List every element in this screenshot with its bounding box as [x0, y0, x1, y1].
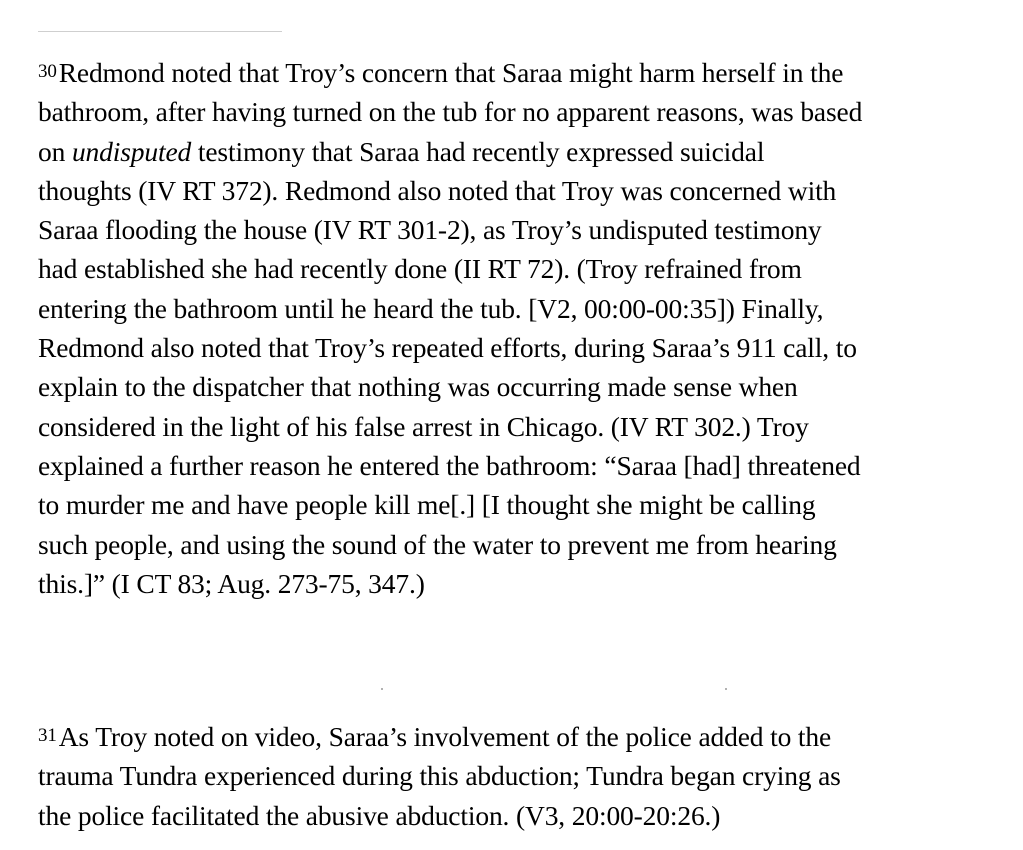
footnote-line	[38, 367, 1013, 406]
footnote-text: explain to the dispatcher that nothing was occurring made sense when	[38, 371, 798, 403]
footnote-line	[38, 796, 1013, 835]
footnote-30	[38, 52, 1013, 603]
footnote-text: entering the bathroom until he heard the tub. [V2, 00:00-00:35]) Finally,	[38, 292, 824, 324]
footnote-line	[38, 485, 1013, 524]
footnote-text: As Troy noted on video, Saraa’s involvement of the police added to the	[58, 721, 832, 752]
footnote-line	[38, 92, 1013, 131]
footnote-line	[38, 328, 1013, 367]
scan-speck	[725, 688, 727, 690]
footnote-line	[38, 407, 1013, 446]
footnote-text: testimony that Saraa had recently expressed suicidal	[191, 135, 765, 167]
footnote-line	[38, 210, 1013, 249]
footnote-line	[38, 525, 1013, 564]
footnote-line	[38, 52, 1013, 92]
italic-text: undisputed	[71, 135, 192, 167]
footnote-line	[38, 249, 1013, 288]
footnote-text: trauma Tundra experienced during this abduction; Tundra began crying as	[38, 760, 841, 792]
footnote-text: had established she had recently done (II RT 72). (Troy refrained from	[38, 253, 802, 285]
footnote-line	[38, 446, 1013, 485]
footnote-text: Saraa flooding the house (IV RT 301-2), as Troy’s undisputed testimony	[38, 214, 822, 246]
footnote-number: 31	[38, 725, 57, 746]
footnote-text: this.]” (I CT 83; Aug. 273-75, 347.)	[38, 567, 425, 599]
footnote-line	[38, 132, 1013, 171]
footnote-text: such people, and using the sound of the water to prevent me from hearing	[38, 528, 837, 560]
footnote-line	[38, 756, 1013, 795]
footnote-text: on	[38, 135, 72, 167]
footnote-line	[38, 171, 1013, 210]
footnote-text: Redmond also noted that Troy’s repeated efforts, during Saraa’s 911 call, to	[38, 332, 857, 364]
footnote-line	[38, 289, 1013, 328]
footnote-text: thoughts (IV RT 372). Redmond also noted that Troy was concerned with	[38, 174, 837, 206]
footnote-31	[38, 716, 1013, 835]
scan-speck	[381, 688, 383, 690]
footnote-separator-rule	[38, 31, 282, 32]
footnote-number: 30	[38, 61, 57, 82]
footnote-text: explained a further reason he entered the bathroom: “Saraa [had] threatened	[38, 449, 861, 481]
footnote-text: the police facilitated the abusive abduction. (V3, 20:00-20:26.)	[38, 799, 721, 831]
footnote-text: to murder me and have people kill me[.] [I thought she might be calling	[38, 489, 816, 521]
footnote-line	[38, 564, 1013, 603]
footnote-line	[38, 716, 1013, 756]
footnote-text: Redmond noted that Troy’s concern that Saraa might harm herself in the	[58, 57, 844, 88]
footnote-text: bathroom, after having turned on the tub for no apparent reasons, was based	[38, 96, 863, 128]
footnote-text: considered in the light of his false arrest in Chicago. (IV RT 302.) Troy	[38, 410, 809, 442]
